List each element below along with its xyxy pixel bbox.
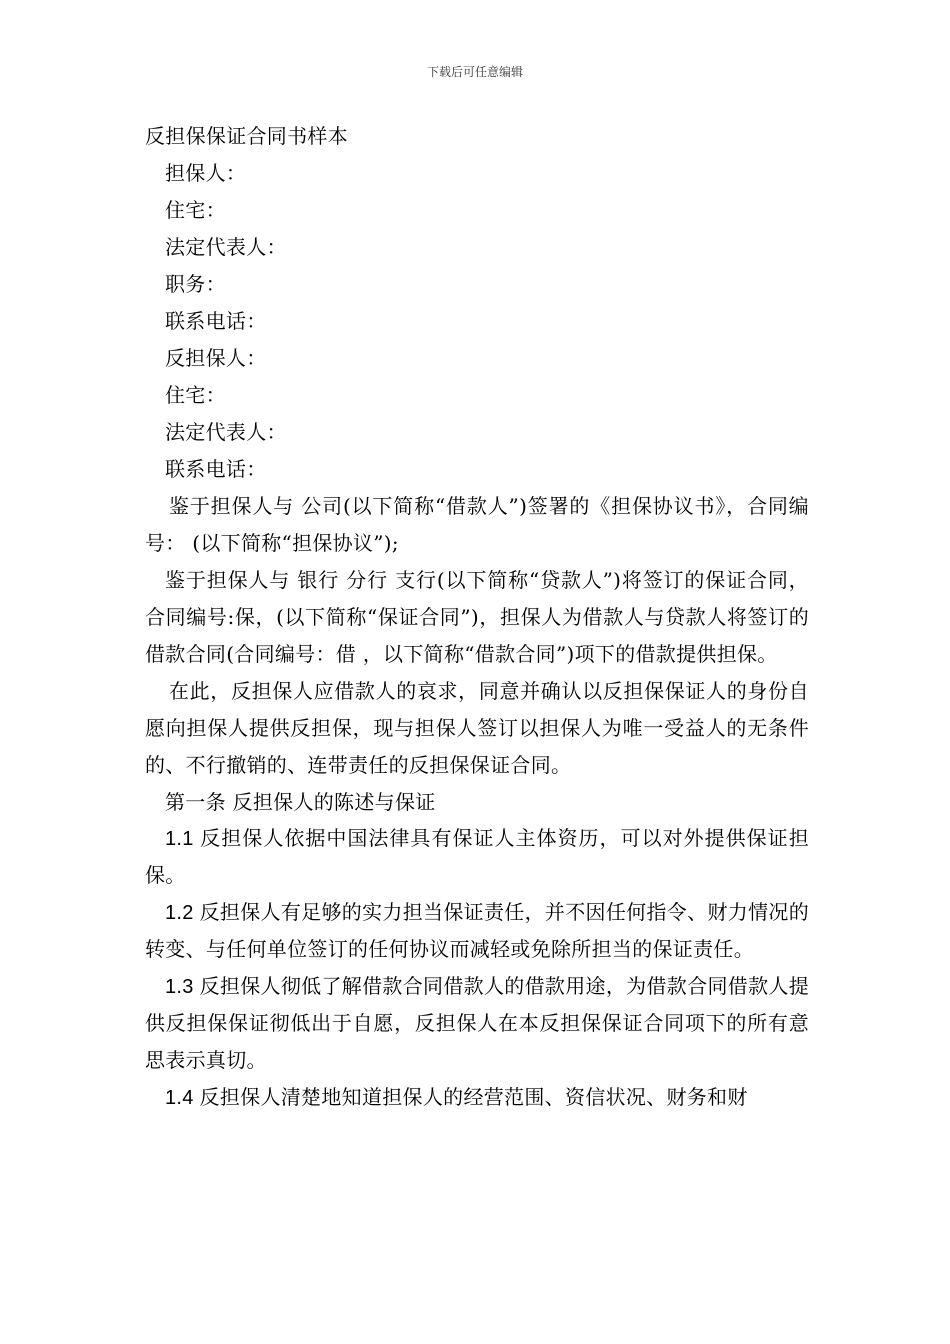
field-counter-guarantor-address: 住宅： bbox=[165, 383, 226, 407]
field-counter-guarantor-legal-rep: 法定代表人： bbox=[165, 420, 287, 444]
field-counter-guarantor: 反担保人： bbox=[165, 346, 267, 370]
clause-1-1: 1.1 反担保人依据中国法律具有保证人主体资历，可以对外提供保证担保。 bbox=[145, 828, 809, 887]
field-guarantor-address: 住宅： bbox=[165, 198, 226, 222]
field-guarantor-position: 职务： bbox=[165, 272, 226, 296]
paragraph-recital-1: 鉴于担保人与 公司(以下简称“借款人”)签署的《担保协议书》，合同编号： (以下简称“担保协议”); bbox=[145, 494, 809, 555]
field-guarantor-legal-rep: 法定代表人： bbox=[165, 235, 287, 259]
clause-1-3: 1.3 反担保人彻低了解借款合同借款人的借款用途，为借款合同借款人提供反担保保证彻低出于自愿，反担保人在本反担保保证合同项下的所有意思表示真切。 bbox=[145, 976, 809, 1072]
field-guarantor: 担保人： bbox=[165, 161, 247, 185]
paragraph-recital-2: 鉴于担保人与 银行 分行 支行(以下简称“贷款人”)将签订的保证合同，合同编号:保，(以下简称“保证合同”)，担保人为借款人与贷款人将签订的借款合同(合同编号：借 ，以下简称“借款合同”)项下的借款提供担保。 bbox=[145, 568, 809, 666]
document-body bbox=[145, 118, 809, 1117]
paragraph-recital-3: 在此，反担保人应借款人的哀求，同意并确认以反担保保证人的身份自愿向担保人提供反担保，现与担保人签订以担保人为唯一受益人的无条件的、不行撤销的、连带责任的反担保保证合同。 bbox=[145, 679, 809, 777]
clause-1-4: 1.4 反担保人清楚地知道担保人的经营范围、资信状况、财务和财 bbox=[165, 1087, 748, 1109]
article-1-heading: 第一条 反担保人的陈述与保证 bbox=[165, 790, 436, 814]
field-counter-guarantor-phone: 联系电话： bbox=[165, 457, 267, 481]
field-guarantor-phone: 联系电话： bbox=[165, 309, 267, 333]
page-header-note: 下载后可任意编辑 bbox=[426, 65, 523, 79]
document-title: 反担保保证合同书样本 bbox=[145, 124, 348, 148]
clause-1-2: 1.2 反担保人有足够的实力担当保证责任，并不因任何指令、财力情况的转变、与任何单位签订的任何协议而减轻或免除所担当的保证责任。 bbox=[145, 902, 809, 961]
